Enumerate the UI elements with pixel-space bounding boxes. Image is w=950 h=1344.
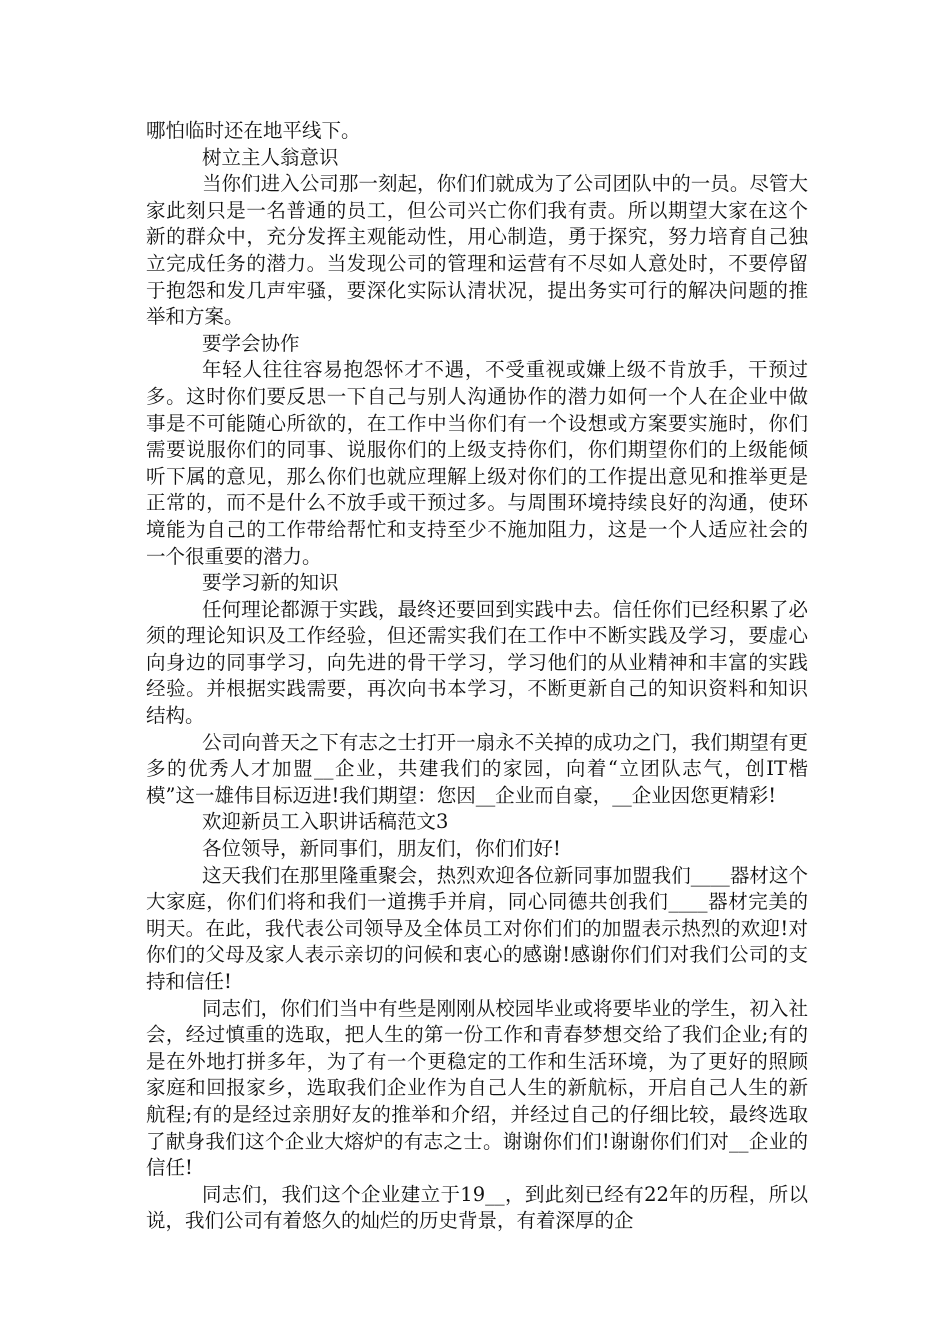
document-body [146,118,808,1235]
paragraph: 同志们，我们这个企业建立于19__，到此刻已经有22年的历程，所以说，我们公司有着悠久的灿烂的历史背景，有着深厚的企 [146,1182,808,1233]
greeting: 各位领导，新同事们，朋友们，你们们好! [202,837,561,861]
paragraph: 当你们进入公司那一刻起，你们们就成为了公司团队中的一员。尽管大家此刻只是一名普通的员工，但公司兴亡你们我有责。所以期望大家在这个新的群众中，充分发挥主观能动性，用心制造，勇于探究，努力培育自己独立完成任务的潜力。当发现公司的管理和运营有不尽如人意处时，不要停留于抱怨和发几声牢骚，要深化实际认清状况，提出务实可行的解决问题的推举和方案。 [146,172,808,329]
paragraph: 年轻人往往容易抱怨怀才不遇，不受重视或嫌上级不肯放手，干预过多。这时你们要反思一下自己与别人沟通协作的潜力如何一个人在企业中做事是不可能随心所欲的，在工作中当你们有一个设想或方案要实施时，你们需要说服你们的同事、说服你们的上级支持你们，你们期望你们的上级能倾听下属的意见，那么你们也就应理解上级对你们的工作提出意见和推举更是正常的，而不是什么不放手或干预过多。与周围环境持续良好的沟通，使环境能为自己的工作带给帮忙和支持至少不施加阻力，这是一个人适应社会的一个很重要的潜力。 [146,358,808,568]
section-heading: 要学习新的知识 [202,571,339,595]
section-heading: 要学会协作 [202,331,300,355]
paragraph: 公司向普天之下有志之士打开一扇永不关掉的成功之门，我们期望有更多的优秀人才加盟__企业，共建我们的家园，向着“立团队志气，创IT楷模”这一雄伟目标迈进!我们期望：您因__企业而自豪，__企业因您更精彩! [146,730,808,807]
paragraph: 哪怕临时还在地平线下。 [146,119,361,142]
paragraph: 这天我们在那里隆重聚会，热烈欢迎各位新同事加盟我们____器材这个大家庭，你们们将和我们一道携手并肩，同心同德共创我们____器材完美的明天。在此，我代表公司领导及全体员工对你们们的加盟表示热烈的欢迎!对你们的父母及家人表示亲切的问候和衷心的感谢!感谢你们们对我们公司的支持和信任! [146,863,808,993]
document-title: 欢迎新员工入职讲话稿范文3 [202,810,449,834]
paragraph: 同志们，你们们当中有些是刚刚从校园毕业或将要毕业的学生，初入社会，经过慎重的选取，把人生的第一份工作和青春梦想交给了我们企业;有的是在外地打拼多年，为了有一个更稳定的工作和生活环境，为了更好的照顾家庭和回报家乡，选取我们企业作为自己人生的新航标，开启自己人生的新航程;有的是经过亲朋好友的推举和介绍，并经过自己的仔细比较，最终选取了献身我们这个企业大熔炉的有志之士。谢谢你们们!谢谢你们们对__企业的信任! [146,996,808,1180]
section-heading: 树立主人翁意识 [202,145,339,169]
paragraph: 任何理论都源于实践，最终还要回到实践中去。信任你们已经积累了必须的理论知识及工作经验，但还需实我们在工作中不断实践及学习，要虚心向身边的同事学习，向先进的骨干学习，学习他们的从业精神和丰富的实践经验。并根据实践需要，再次向书本学习，不断更新自己的知识资料和知识结构。 [146,597,808,728]
